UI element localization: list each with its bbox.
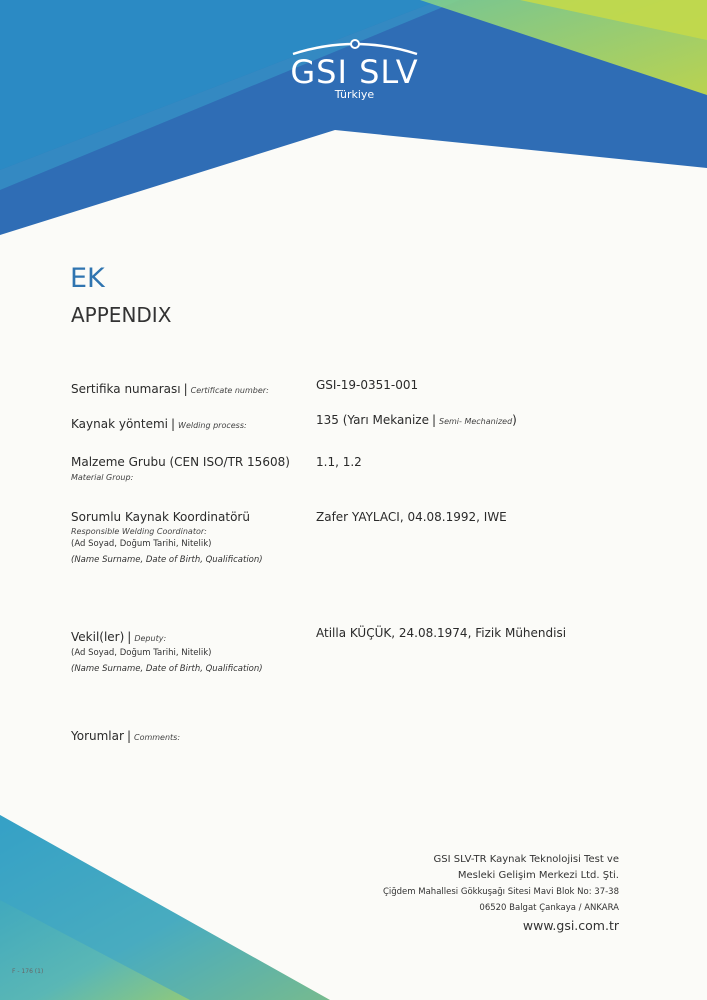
heading-appendix: APPENDIX <box>71 303 172 327</box>
coordinator-sub-tr: (Ad Soyad, Doğum Tarihi, Nitelik) <box>71 539 212 549</box>
comments-row <box>71 725 180 744</box>
logo-subtitle: Türkiye <box>334 88 375 101</box>
certificate-number-value: GSI-19-0351-001 <box>316 378 419 392</box>
coordinator-label-en: Responsible Welding Coordinator: <box>71 527 207 536</box>
deputy-row <box>71 626 263 677</box>
coordinator-sub-en: (Name Surname, Date of Birth, Qualification) <box>71 555 263 565</box>
comments-label: Yorumlar <box>71 729 124 743</box>
footer-address <box>383 852 619 934</box>
deputy-sub-en: (Name Surname, Date of Birth, Qualification) <box>71 664 263 674</box>
welding-process-row <box>71 413 247 432</box>
welding-process-value-close: ) <box>512 413 517 427</box>
heading-ek: EK <box>70 263 105 294</box>
logo-wordmark: GSI SLV <box>290 53 419 91</box>
material-group-label: Malzeme Grubu (CEN ISO/TR 15608) <box>71 455 290 469</box>
welding-process-value-en: Semi- Mechanized <box>439 417 513 426</box>
coordinator-label: Sorumlu Kaynak Koordinatörü <box>71 510 250 524</box>
separator: | <box>431 413 437 427</box>
certificate-number-label-en: Certificate number: <box>190 386 269 395</box>
certificate-number-label: Sertifika numarası <box>71 382 181 396</box>
deputy-sub-tr: (Ad Soyad, Doğum Tarihi, Nitelik) <box>71 648 212 658</box>
coordinator-value: Zafer YAYLACI, 04.08.1992, IWE <box>316 510 507 524</box>
footer-address-line2: 06520 Balgat Çankaya / ANKARA <box>479 903 619 913</box>
material-group-value: 1.1, 1.2 <box>316 455 362 469</box>
deputy-label-en: Deputy: <box>134 634 167 643</box>
deputy-label: Vekil(ler) <box>71 630 125 644</box>
separator: | <box>127 630 132 644</box>
coordinator-row <box>71 510 263 568</box>
welding-process-label-en: Welding process: <box>178 421 247 430</box>
separator: | <box>126 729 131 743</box>
certificate-number-row <box>71 378 269 397</box>
comments-label-en: Comments: <box>133 733 181 742</box>
footer-address-line1: Çiğdem Mahallesi Gökkuşağı Sitesi Mavi Blok No: 37-38 <box>382 887 619 897</box>
separator: | <box>183 382 188 396</box>
welding-process-value <box>316 413 517 427</box>
footer-company-line2: Mesleki Gelişim Merkezi Ltd. Şti. <box>457 870 619 881</box>
welding-process-label: Kaynak yöntemi <box>71 417 168 431</box>
gsi-slv-logo <box>272 36 437 101</box>
deputy-value: Atilla KÜÇÜK, 24.08.1974, Fizik Mühendisi <box>316 626 567 640</box>
form-number: F - 176 (1) <box>12 968 44 975</box>
separator: | <box>171 417 176 431</box>
welding-process-value-main: 135 (Yarı Mekanize <box>316 413 429 427</box>
footer-company-line1: GSI SLV-TR Kaynak Teknolojisi Test ve <box>433 854 619 865</box>
material-group-row <box>71 455 290 482</box>
material-group-label-en: Material Group: <box>71 473 134 482</box>
footer-website: www.gsi.com.tr <box>522 918 619 933</box>
